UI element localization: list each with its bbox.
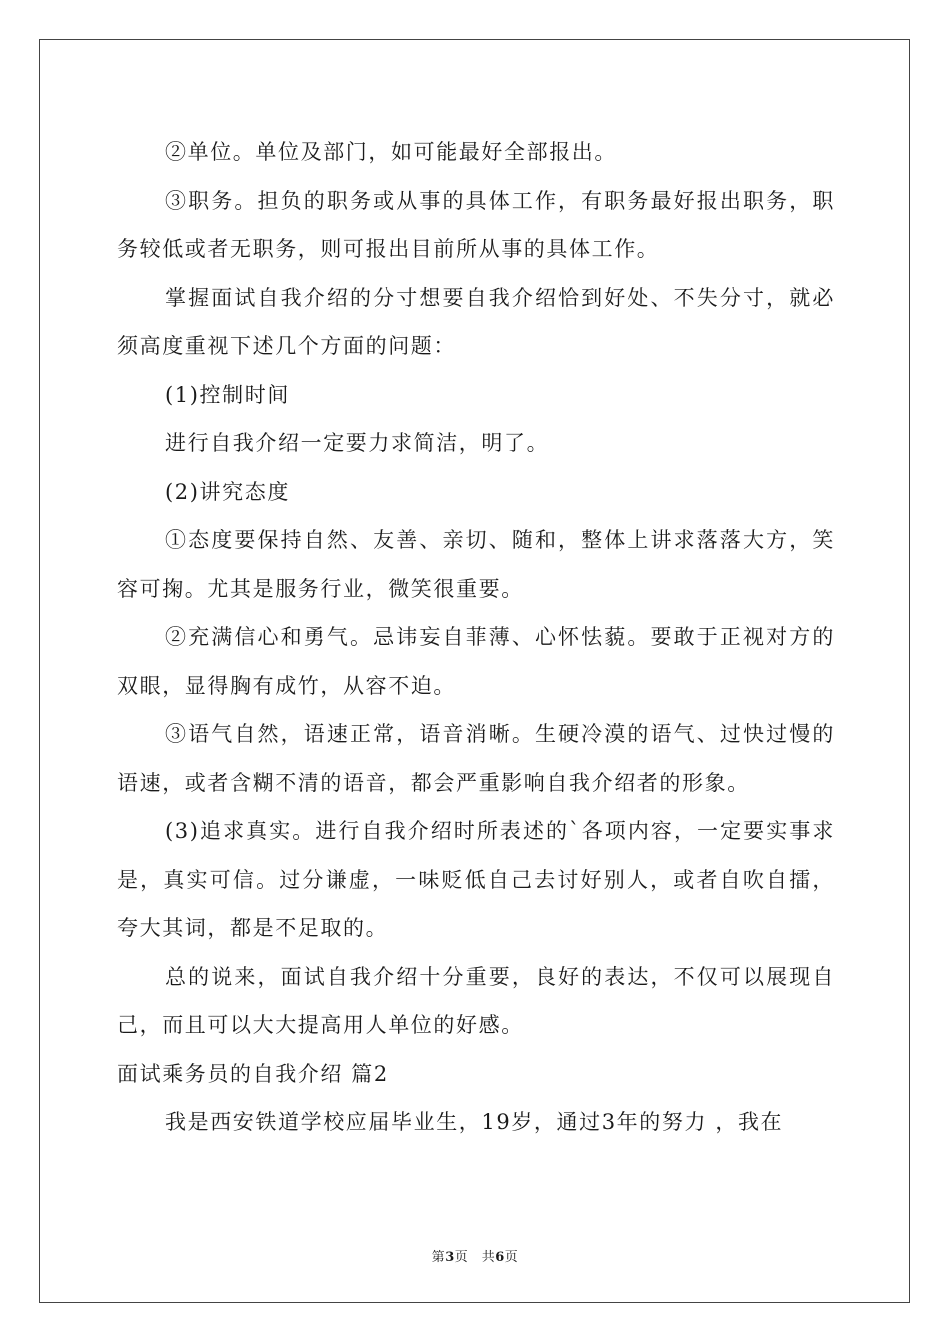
- footer-current-page: 3: [445, 1250, 455, 1265]
- footer-middle: 页 共: [454, 1250, 496, 1265]
- paragraph: ③职务。担负的职务或从事的具体工作，有职务最好报出职务，职务较低或者无职务，则可报出目前所从事的具体工作。: [117, 188, 835, 261]
- document-body: [117, 128, 835, 1147]
- footer-suffix: 页: [504, 1250, 519, 1265]
- paragraph: 进行自我介绍一定要力求简洁，明了。: [165, 431, 550, 455]
- paragraph: 我是西安铁道学校应届毕业生，19岁，通过3年的努力 ，我在: [165, 1110, 784, 1134]
- paragraph: ②充满信心和勇气。忌讳妄自菲薄、心怀怯藐。要敢于正视对方的双眼，显得胸有成竹，从容不迫。: [117, 625, 835, 698]
- page-footer: [0, 1246, 950, 1265]
- section-heading: 面试乘务员的自我介绍 篇2: [117, 1061, 389, 1086]
- paragraph: 总的说来，面试自我介绍十分重要，良好的表达，不仅可以展现自己，而且可以大大提高用人单位的好感。: [117, 964, 835, 1037]
- footer-total-pages: 6: [495, 1250, 505, 1265]
- paragraph: ①态度要保持自然、友善、亲切、随和，整体上讲求落落大方，笑容可掬。尤其是服务行业，微笑很重要。: [117, 528, 835, 601]
- paragraph: (1)控制时间: [165, 382, 290, 407]
- paragraph: ②单位。单位及部门，如可能最好全部报出。: [165, 140, 617, 164]
- paragraph: (2)讲究态度: [165, 479, 290, 504]
- paragraph: 掌握面试自我介绍的分寸想要自我介绍恰到好处、不失分寸，就必须高度重视下述几个方面的问题：: [117, 285, 835, 358]
- paragraph: ③语气自然，语速正常，语音消晰。生硬冷漠的语气、过快过慢的语速，或者含糊不清的语音，都会严重影响自我介绍者的形象。: [117, 722, 835, 795]
- paragraph: (3)追求真实。进行自我介绍时所表述的`各项内容，一定要实事求是，真实可信。过分谦虚，一味贬低自己去讨好别人，或者自吹自擂，夸大其词，都是不足取的。: [117, 819, 835, 940]
- footer-prefix: 第: [431, 1250, 446, 1265]
